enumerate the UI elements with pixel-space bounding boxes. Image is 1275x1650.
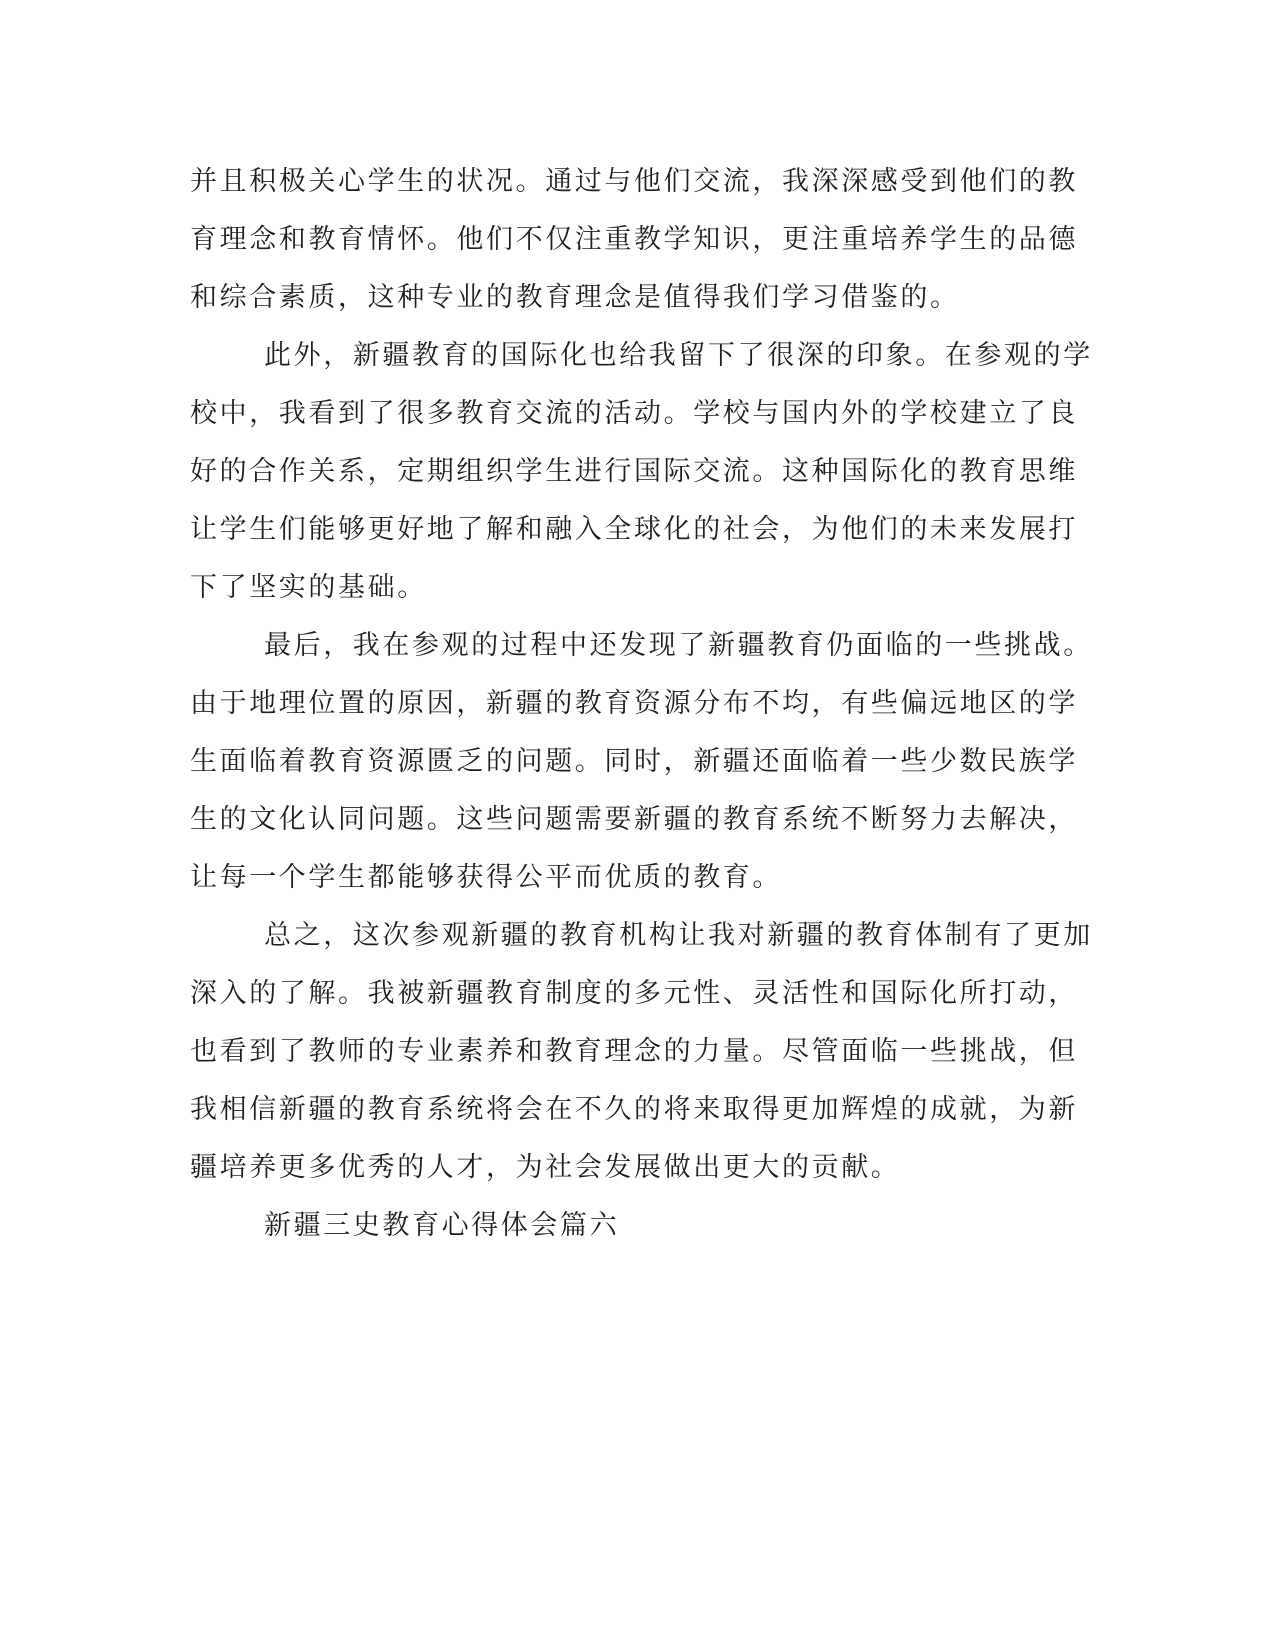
text-line-1: 并且积极关心学生的状况。通过与他们交流，我深深感受到他们的教 [190, 166, 1078, 197]
text-line-12: 生的文化认同问题。这些问题需要新疆的教育系统不断努力去解决， [190, 804, 1078, 835]
text-line-5: 校中，我看到了很多教育交流的活动。学校与国内外的学校建立了良 [190, 398, 1078, 429]
section-heading: 新疆三史教育心得体会篇六 [264, 1210, 620, 1241]
text-line-14: 总之，这次参观新疆的教育机构让我对新疆的教育体制有了更加 [264, 920, 1093, 951]
text-line-18: 疆培养更多优秀的人才，为社会发展做出更大的贡献。 [190, 1152, 901, 1183]
text-line-9: 最后，我在参观的过程中还发现了新疆教育仍面临的一些挑战。 [264, 630, 1093, 661]
text-line-2: 育理念和教育情怀。他们不仅注重教学知识，更注重培养学生的品德 [190, 224, 1078, 255]
text-line-16: 也看到了教师的专业素养和教育理念的力量。尽管面临一些挑战，但 [190, 1036, 1078, 1067]
text-line-15: 深入的了解。我被新疆教育制度的多元性、灵活性和国际化所打动， [190, 978, 1078, 1009]
text-line-10: 由于地理位置的原因，新疆的教育资源分布不均，有些偏远地区的学 [190, 688, 1078, 719]
text-line-13: 让每一个学生都能够获得公平而优质的教育。 [190, 862, 782, 893]
text-line-17: 我相信新疆的教育系统将会在不久的将来取得更加辉煌的成就，为新 [190, 1094, 1078, 1125]
text-line-6: 好的合作关系，定期组织学生进行国际交流。这种国际化的教育思维 [190, 456, 1078, 487]
text-line-3: 和综合素质，这种专业的教育理念是值得我们学习借鉴的。 [190, 282, 960, 313]
text-line-4: 此外，新疆教育的国际化也给我留下了很深的印象。在参观的学 [264, 340, 1093, 371]
text-line-11: 生面临着教育资源匮乏的问题。同时，新疆还面临着一些少数民族学 [190, 746, 1078, 777]
text-line-7: 让学生们能够更好地了解和融入全球化的社会，为他们的未来发展打 [190, 514, 1078, 545]
text-line-8: 下了坚实的基础。 [190, 572, 427, 603]
